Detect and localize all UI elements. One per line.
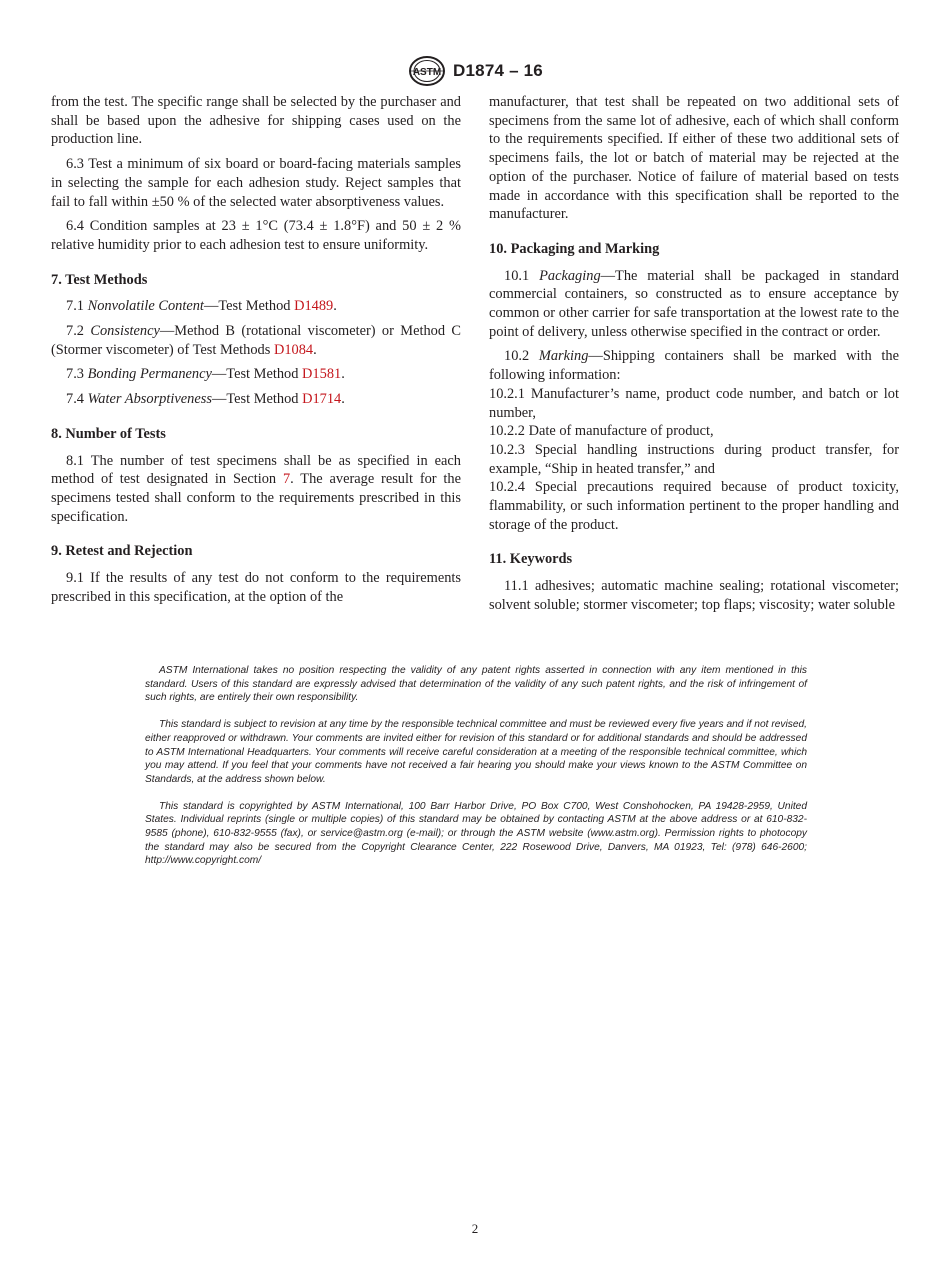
paragraph-number: 7.2: [66, 323, 84, 340]
reference-link-d1489[interactable]: D1489: [294, 298, 334, 315]
section-9-heading: 9. Retest and Rejection: [51, 543, 193, 560]
reference-link-d1581[interactable]: D1581: [302, 366, 342, 383]
term-label: Consistency: [90, 323, 160, 340]
paragraph-6-2-continued: from the test. The specific range shall be selected by the purchaser and shall be based upon the adhesive for shipping cases used on the production line.: [51, 94, 461, 148]
section-11-heading: 11. Keywords: [489, 551, 573, 568]
right-column: [489, 93, 899, 615]
section-10-heading: 10. Packaging and Marking: [489, 240, 660, 257]
logo-wordmark: ASTM: [412, 67, 442, 78]
left-column: [51, 93, 461, 606]
term-label: Nonvolatile Content: [87, 298, 204, 315]
term-label: Bonding Permanency: [87, 366, 212, 383]
paragraph-text: . The average result for the specimens tested shall conform to the requirements prescribed in this specification.: [51, 471, 461, 525]
paragraph-7-2: 7.2 Consistency—Method B (rotational viscometer) or Method C (Stormer viscometer) of Test Methods D1084.: [51, 323, 461, 358]
legal-notices: [145, 664, 807, 881]
paragraph-text: —The material shall be packaged in standard commercial containers, so constructed as to ensure acceptance by common or other carrier for safe transportation at the lowest rate to the point of delivery, unless otherwise specified in the contract or order.: [489, 267, 899, 340]
paragraph-10-2: [489, 347, 899, 384]
page-number: 2: [471, 1221, 479, 1236]
paragraph-number: 10.2: [504, 348, 530, 365]
paragraph-7-1: 7.1 Nonvolatile Content—Test Method D1489.: [66, 298, 337, 315]
reference-link-section-7[interactable]: 7: [282, 471, 291, 488]
revision-notice: This standard is subject to revision at any time by the responsible technical committee and must be reviewed every five years and if not revised, either reapproved or withdrawn. Your comments are invited either for revision of this standard or for additional standards and should be addressed to ASTM International Headquarters. Your comments will receive careful consideration at a meeting of the responsible technical committee, which you may attend. If you feel that your comments have not received a fair hearing you should make your views known to the ASTM Committee on Standards, at the address shown below.: [145, 719, 807, 785]
paragraph-text: 8.1 The number of test specimens shall be as specified in each method of test designated in Section: [51, 452, 461, 488]
paragraph-10-2-2: 10.2.2 Date of manufacture of product,: [489, 423, 714, 440]
paragraph-text: —Test Method: [203, 298, 291, 315]
paragraph-7-4: 7.4 Water Absorptiveness—Test Method D1714.: [66, 391, 345, 408]
paragraph-10-2-4: 10.2.4 Special precautions required because of product toxicity, flammability, or such information pertinent to the proper handling and storage of the product.: [489, 479, 899, 533]
paragraph-number: 7.4: [66, 391, 84, 408]
paragraph-10-1: [489, 267, 899, 342]
paragraph-number: 10.1: [504, 267, 530, 284]
paragraph-text: —Test Method: [211, 391, 299, 408]
paragraph-10-2-3: 10.2.3 Special handling instructions during product transfer, for example, “Ship in heated transfer,” and: [489, 441, 899, 477]
paragraph-10-2-1: 10.2.1 Manufacturer’s name, product code number, and batch or lot number,: [489, 385, 899, 421]
section-8-heading: 8. Number of Tests: [51, 425, 166, 442]
paragraph-text: —Method B (rotational viscometer) or Method C (Stormer viscometer) of Test Methods: [51, 323, 461, 358]
paragraph-number: 7.1: [66, 298, 84, 315]
paragraph-7-3: 7.3 Bonding Permanency—Test Method D1581.: [66, 366, 345, 383]
term-label: Marking: [538, 348, 589, 365]
standard-designation: D1874 – 16: [453, 61, 543, 80]
reference-link-d1084[interactable]: D1084: [273, 341, 314, 358]
paragraph-8-1: [51, 452, 461, 527]
paragraph-6-3: 6.3 Test a minimum of six board or board-facing materials samples in selecting the sample for each adhesion study. Reject samples that fail to fall within ±50 % of the selected water absorptiveness values.: [51, 156, 461, 210]
page-header: [0, 54, 950, 88]
term-label: Water Absorptiveness: [87, 391, 212, 408]
paragraph-text: —Shipping containers shall be marked with the following information:: [489, 348, 899, 384]
paragraph-11-1: 11.1 adhesives; automatic machine sealing; rotational viscometer; solvent soluble; stormer viscometer; top flaps; viscosity; water soluble: [489, 578, 899, 613]
paragraph-9-1: 9.1 If the results of any test do not conform to the requirements prescribed in this specification, at the option of the: [51, 570, 461, 605]
paragraph-6-4: 6.4 Condition samples at 23 ± 1°C (73.4 ± 1.8°F) and 50 ± 2 % relative humidity prior to each adhesion test to ensure uniformity.: [51, 218, 461, 253]
paragraph-text: —Test Method: [211, 366, 299, 383]
paragraph-number: 7.3: [66, 366, 84, 383]
term-label: Packaging: [539, 267, 601, 284]
paragraph-9-1-continued: manufacturer, that test shall be repeated on two additional sets of specimens from the same lot of adhesive, each of which shall conform to the requirements specified. If either of these two additional sets of specimens fails, the lot or batch of material may be rejected at the option of the purchaser. Notice of failure of material based on tests made in accordance with this specification shall be reported to the manufacturer.: [489, 94, 899, 223]
copyright-notice: This standard is copyrighted by ASTM International, 100 Barr Harbor Drive, PO Box C700, West Conshohocken, PA 19428-2959, United States. Individual reprints (single or multiple copies) of this standard may be obtained by contacting ASTM at the above address or at 610-832-9585 (phone), 610-832-9555 (fax), or service@astm.org (e-mail); or through the ASTM website (www.astm.org). Permission rights to photocopy the standard may also be secured from the Copyright Clearance Center, 222 Rosewood Drive, Danvers, MA 01923, Tel: (978) 646-2600; http://www.copyright.com/: [145, 800, 807, 867]
reference-link-d1714[interactable]: D1714: [302, 391, 342, 408]
patent-notice: ASTM International takes no position respecting the validity of any patent rights asserted in connection with any item mentioned in this standard. Users of this standard are expressly advised that determination of the validity of any such patent rights, and the risk of infringement of such rights, are entirely their own responsibility.: [145, 665, 807, 704]
section-7-heading: 7. Test Methods: [51, 271, 148, 288]
astm-logo-icon: [407, 55, 447, 87]
